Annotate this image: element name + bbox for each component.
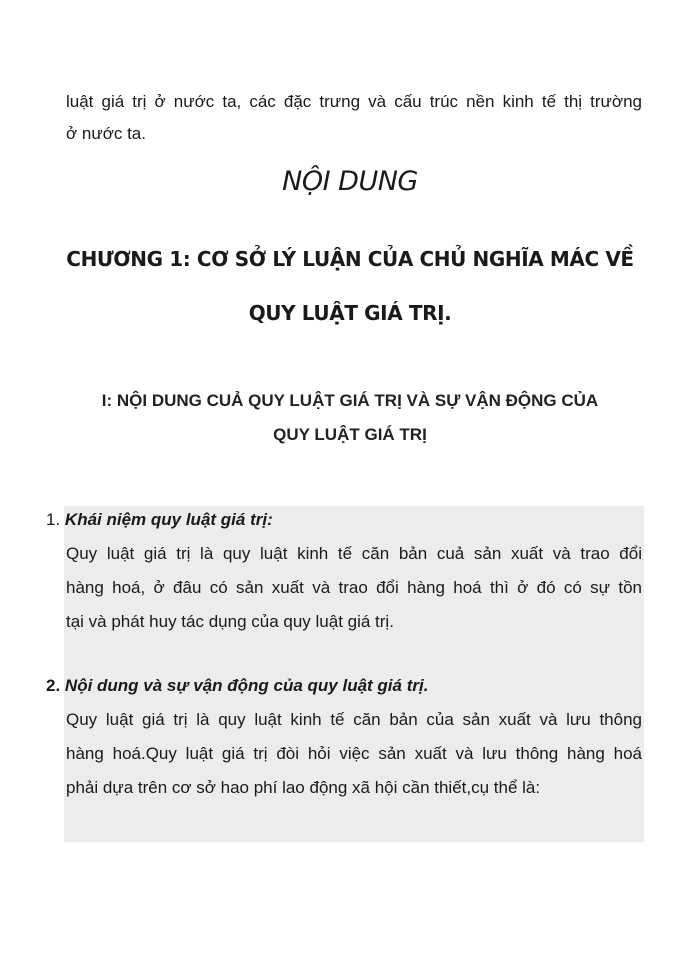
- item-body-2: [66, 703, 642, 805]
- subsection-title: [0, 384, 700, 452]
- item-1-line-2: hàng hoá, ở đâu có sản xuất và trao đổi hàng hoá thì ở đó có sự tồn: [66, 578, 642, 597]
- item-heading-2: [46, 676, 428, 696]
- intro-line-2: ở nước ta.: [66, 124, 146, 143]
- subsection-title-line-1: I: NỘI DUNG CUẢ QUY LUẬT GIÁ TRỊ VÀ SỰ VẬN ĐỘNG CỦA: [101, 391, 599, 410]
- item-number-2: 2.: [46, 676, 61, 695]
- intro-paragraph: [66, 86, 642, 150]
- item-1-line-3: tại và phát huy tác dụng của quy luật giá trị.: [66, 612, 394, 631]
- chapter-title: [0, 232, 700, 340]
- intro-line-1: luật giá trị ở nước ta, các đặc trưng và cấu trúc nền kinh tế thị trường: [66, 92, 642, 111]
- subsection-title-line-2: QUY LUẬT GIÁ TRỊ: [273, 425, 427, 444]
- item-heading-1: [46, 510, 273, 530]
- item-body-1: [66, 537, 642, 639]
- item-2-line-3: phải dựa trên cơ sở hao phí lao động xã hội cần thiết,cụ thể là:: [66, 778, 541, 797]
- item-title-1: Khái niệm quy luật giá trị:: [64, 510, 273, 529]
- chapter-title-line-1: CHƯƠNG 1: CƠ SỞ LÝ LUẬN CỦA CHỦ NGHĨA MÁC VỀ: [66, 247, 634, 271]
- item-1-line-1: Quy luật giá trị là quy luật kinh tế căn bản cuả sản xuất và trao đổi: [66, 544, 642, 563]
- item-2-line-2: hàng hoá.Quy luật giá trị đòi hỏi việc sản xuất và lưu thông hàng hoá: [66, 744, 642, 763]
- item-title-2: Nội dung và sự vận động của quy luật giá trị.: [64, 676, 429, 695]
- item-number-1: 1.: [46, 510, 61, 529]
- chapter-title-line-2: QUY LUẬT GIÁ TRỊ.: [248, 301, 452, 325]
- item-2-line-1: Quy luật giá trị là quy luật kinh tế căn bản của sản xuất và lưu thông: [66, 710, 642, 729]
- section-heading: NỘI DUNG: [282, 166, 418, 197]
